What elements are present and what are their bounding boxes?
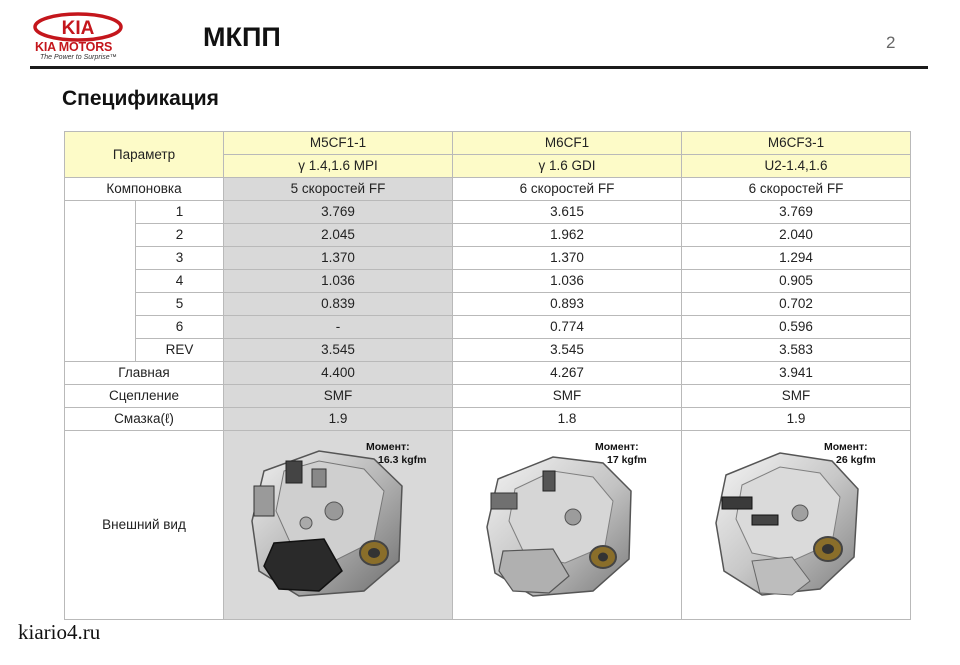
table-cell: 1.9 [224, 408, 453, 431]
table-cell: - [224, 316, 453, 339]
gearbox-photo-cell [453, 431, 682, 620]
gear-label: 5 [136, 293, 224, 316]
table-cell: 0.893 [453, 293, 682, 316]
table-row [65, 316, 911, 339]
row-label: Смазка(ℓ) [65, 408, 224, 431]
table-cell: 3.615 [453, 201, 682, 224]
table-cell: 1.370 [224, 247, 453, 270]
table-row [65, 362, 911, 385]
table-cell: 2.040 [682, 224, 911, 247]
engine-header: γ 1.6 GDI [453, 155, 682, 178]
table-cell: SMF [682, 385, 911, 408]
page-title: МКПП [203, 22, 281, 52]
table-cell: 3.941 [682, 362, 911, 385]
table-cell: 1.294 [682, 247, 911, 270]
table-cell: 3.769 [224, 201, 453, 224]
logo-lettering: KIA [61, 18, 95, 39]
engine-header: U2-1.4,1.6 [682, 155, 911, 178]
kia-oval-icon [32, 12, 124, 42]
gearbox-image [682, 431, 911, 619]
table-cell: 4.267 [453, 362, 682, 385]
table-cell: 0.596 [682, 316, 911, 339]
brand-tagline: The Power to Surprise™ [40, 54, 117, 61]
torque-label: Момент: 17 kgfm [595, 441, 647, 466]
torque-label: Момент: 16.3 kgfm [366, 441, 427, 466]
header-divider [30, 66, 928, 69]
gearbox-photo-cell [682, 431, 911, 620]
table-row [65, 431, 911, 620]
gearbox-image [453, 431, 682, 619]
table-row [65, 270, 911, 293]
model-header: M6CF3-1 [682, 132, 911, 155]
row-label: Главная [65, 362, 224, 385]
table-cell: 1.036 [224, 270, 453, 293]
table-row [65, 385, 911, 408]
torque-value: 17 kgfm [607, 454, 647, 466]
table-cell: 1.036 [453, 270, 682, 293]
table-row [65, 247, 911, 270]
torque-value: 16.3 kgfm [378, 454, 427, 466]
table-row [65, 408, 911, 431]
engine-header: γ 1.4,1.6 MPI [224, 155, 453, 178]
table-cell: 3.769 [682, 201, 911, 224]
table-row [65, 339, 911, 362]
table-cell: 5 скоростей FF [224, 178, 453, 201]
table-cell: 3.545 [224, 339, 453, 362]
table-cell: 1.962 [453, 224, 682, 247]
gear-label: REV [136, 339, 224, 362]
page-number: 2 [886, 33, 896, 52]
section-title: Спецификация [62, 87, 219, 110]
gear-label: 4 [136, 270, 224, 293]
table-cell: SMF [453, 385, 682, 408]
gear-label: 6 [136, 316, 224, 339]
table-cell: 4.400 [224, 362, 453, 385]
table-cell: 6 скоростей FF [682, 178, 911, 201]
table-row [65, 201, 911, 224]
table-cell: SMF [224, 385, 453, 408]
watermark: kiario4.ru [18, 620, 101, 644]
spec-table [64, 131, 911, 620]
table-row [65, 293, 911, 316]
row-label: Сцепление [65, 385, 224, 408]
table-row [65, 224, 911, 247]
table-cell: 6 скоростей FF [453, 178, 682, 201]
table-row [65, 178, 911, 201]
row-label: Компоновка [65, 178, 224, 201]
table-cell: 1.9 [682, 408, 911, 431]
torque-label: Момент: 26 kgfm [824, 441, 876, 466]
gear-label: 3 [136, 247, 224, 270]
model-header: M5CF1-1 [224, 132, 453, 155]
table-cell: 0.839 [224, 293, 453, 316]
gear-ratio-blank [65, 201, 136, 362]
torque-value: 26 kgfm [836, 454, 876, 466]
table-cell: 3.583 [682, 339, 911, 362]
param-header: Параметр [65, 132, 224, 178]
brand-name: KIA MOTORS [35, 40, 113, 54]
gear-label: 1 [136, 201, 224, 224]
table-cell: 0.702 [682, 293, 911, 316]
table-cell: 3.545 [453, 339, 682, 362]
model-header: M6CF1 [453, 132, 682, 155]
table-cell: 0.774 [453, 316, 682, 339]
row-label: Внешний вид [65, 431, 224, 620]
table-cell: 1.8 [453, 408, 682, 431]
table-row [65, 132, 911, 155]
gear-label: 2 [136, 224, 224, 247]
table-cell: 2.045 [224, 224, 453, 247]
gearbox-photo-cell [224, 431, 453, 620]
table-cell: 0.905 [682, 270, 911, 293]
table-cell: 1.370 [453, 247, 682, 270]
